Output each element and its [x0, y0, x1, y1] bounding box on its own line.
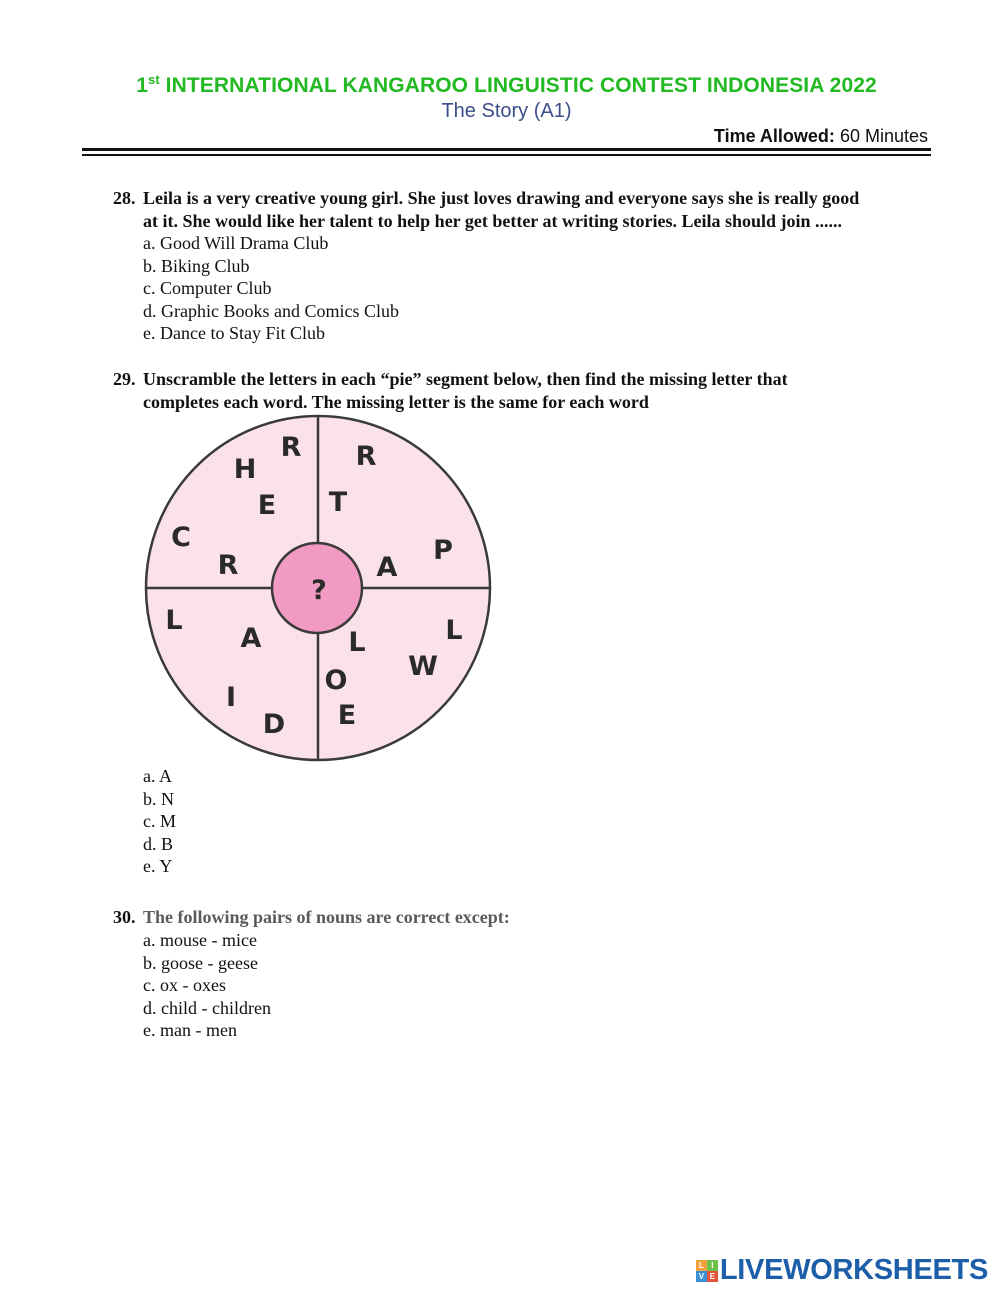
answer-option-a[interactable]: a. Good Will Drama Club [143, 233, 329, 253]
question-30-options [143, 929, 271, 1042]
pie-letter: A [240, 623, 262, 654]
title-ordinal: 1 [136, 74, 148, 97]
answer-option-c[interactable]: c. Computer Club [143, 278, 272, 299]
answer-option-d[interactable]: d. child - children [143, 997, 271, 1018]
question-30 [113, 906, 943, 929]
pie-letter: A [376, 552, 398, 583]
subtitle: The Story (A1) [441, 100, 572, 122]
question-28 [113, 187, 943, 232]
pie-letter: O [324, 665, 348, 696]
pie-letter: P [433, 535, 453, 566]
pie-letter: L [165, 605, 183, 636]
pie-letter: H [233, 454, 257, 485]
answer-option-a[interactable]: a. mouse - mice [143, 930, 257, 950]
answer-option-c[interactable]: c. M [143, 811, 176, 832]
contest-title [0, 72, 1000, 98]
answer-option-c[interactable]: c. ox - oxes [143, 975, 226, 996]
answer-option-b[interactable]: b. Biking Club [143, 255, 250, 276]
time-label: Time Allowed: [713, 126, 835, 146]
pie-letter: C [171, 522, 191, 553]
logo-badge-letter: E [707, 1271, 718, 1282]
question-29 [113, 368, 943, 413]
time-allowed [714, 126, 928, 147]
pie-letter: D [262, 709, 286, 740]
pie-letter: E [257, 490, 277, 521]
pie-letter: R [355, 441, 377, 472]
pie-letter: W [408, 651, 438, 682]
logo-badge-letter: V [696, 1271, 707, 1282]
question-28-options [143, 232, 399, 345]
time-value: 60 Minutes [834, 126, 928, 146]
logo-badge-letter: L [696, 1260, 707, 1271]
liveworksheets-logo[interactable] [696, 1254, 988, 1287]
question-29-options [143, 765, 176, 878]
pie-letter: R [217, 550, 239, 581]
pie-letter: R [280, 432, 302, 463]
logo-brand-text: LIVEWORKSHEETS [719, 1254, 988, 1286]
answer-option-b[interactable]: b. N [143, 788, 174, 809]
question-stem-line: at it. She would like her talent to help her get better at writing stories. Leila should join ...... [143, 210, 842, 231]
answer-option-a[interactable]: a. A [143, 766, 172, 786]
letter-pie-diagram [143, 411, 493, 767]
logo-badge-icon [696, 1260, 718, 1282]
header-rule-thick [82, 148, 931, 151]
answer-option-e[interactable]: e. Dance to Stay Fit Club [143, 323, 325, 344]
pie-letter: E [337, 700, 357, 731]
question-number: 28. [113, 188, 136, 208]
answer-option-b[interactable]: b. goose - geese [143, 952, 258, 973]
answer-option-d[interactable]: d. Graphic Books and Comics Club [143, 300, 399, 321]
answer-option-e[interactable]: e. man - men [143, 1020, 237, 1041]
question-number: 30. [113, 907, 136, 927]
title-text: INTERNATIONAL KANGAROO LINGUISTIC CONTEST INDONESIA 2022 [159, 74, 877, 97]
logo-badge-letter: I [707, 1260, 718, 1271]
answer-option-d[interactable]: d. B [143, 833, 174, 854]
question-stem-line: completes each word. The missing letter is the same for each word [143, 391, 649, 412]
pie-letter: I [225, 682, 237, 713]
question-stem-line: The following pairs of nouns are correct except: [143, 907, 510, 927]
pie-center-question-mark: ? [311, 575, 327, 606]
pie-letter: L [445, 615, 463, 646]
question-stem-line: Leila is a very creative young girl. She just loves drawing and everyone says she is really good [143, 188, 860, 208]
title-ordinal-suffix: st [147, 72, 160, 87]
header-rule-thin [82, 154, 931, 156]
question-number: 29. [113, 369, 136, 389]
pie-letter: T [328, 487, 348, 518]
answer-option-e[interactable]: e. Y [143, 856, 173, 877]
pie-letter: L [348, 627, 366, 658]
question-stem-line: Unscramble the letters in each “pie” segment below, then find the missing letter that [143, 369, 788, 389]
